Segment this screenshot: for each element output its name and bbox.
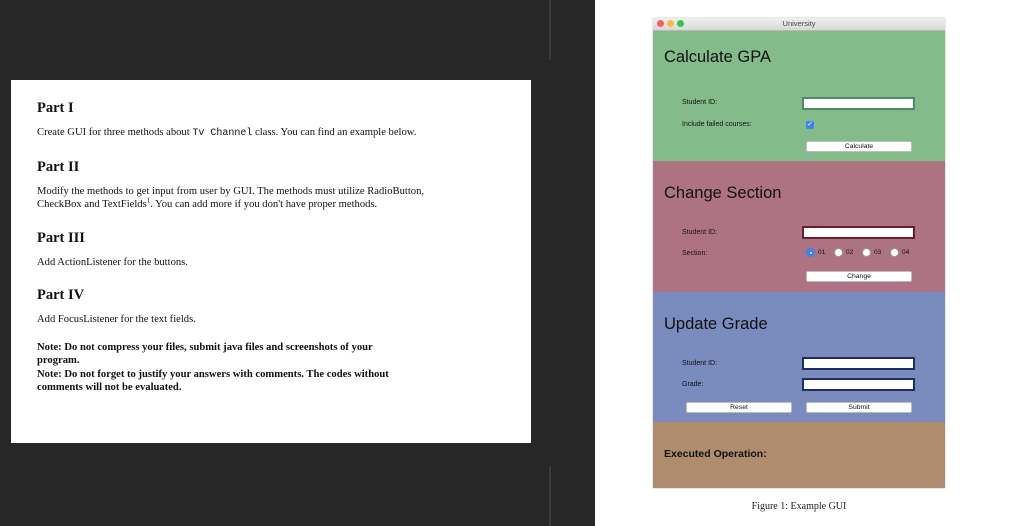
- part4-text: Add FocusListener for the text fields.: [37, 314, 196, 325]
- footnote-marker: 1: [146, 196, 151, 205]
- radio-selected-icon[interactable]: [806, 248, 815, 257]
- figure-caption: Figure 1: Example GUI: [751, 501, 847, 512]
- viewer-divider: [549, 466, 551, 526]
- executed-operation-panel: [653, 422, 945, 488]
- radio-unselected-icon[interactable]: [834, 248, 843, 257]
- part4-heading: Part IV: [37, 287, 85, 303]
- change-button[interactable]: Change: [806, 271, 912, 282]
- window-title-bar[interactable]: [653, 18, 945, 31]
- part1-text-a: Create GUI for three methods about: [37, 127, 193, 138]
- section-student-id-input[interactable]: [802, 226, 915, 239]
- radio-label: 01: [818, 249, 826, 256]
- window-title: University: [782, 19, 816, 28]
- part2-heading: Part II: [37, 158, 80, 175]
- part1-text: [37, 126, 505, 141]
- update-grade-panel: [653, 292, 945, 422]
- include-failed-checkbox[interactable]: ✓: [807, 121, 813, 128]
- note-2: [37, 368, 505, 395]
- part1-code: Tv Channel: [192, 128, 253, 139]
- calculate-gpa-panel: [653, 31, 945, 161]
- gpa-student-id-label: Student ID:: [682, 99, 718, 106]
- radio-label: 04: [902, 249, 910, 256]
- part2-line2b: . You can add more if you don't have proper methods.: [150, 199, 378, 210]
- section-student-id-label: Student ID:: [682, 229, 718, 236]
- radio-label: 02: [846, 249, 854, 256]
- part2-line1: Modify the methods to get input from user by GUI. The methods must utilize RadioButton,: [37, 185, 425, 197]
- calculate-gpa-title: Calculate GPA: [664, 48, 771, 66]
- document-page: [11, 80, 531, 443]
- submit-button[interactable]: Submit: [806, 402, 912, 413]
- note2-line1: Note: Do not forget to justify your answers with comments. The codes without: [37, 368, 389, 380]
- change-section-title: Change Section: [664, 184, 782, 202]
- part3-heading: Part III: [37, 229, 85, 246]
- part1-heading: Part I: [37, 100, 74, 116]
- section-label: Section:: [682, 250, 708, 257]
- part3-text: Add ActionListener for the buttons.: [37, 256, 188, 268]
- radio-label: 03: [874, 249, 882, 256]
- gpa-student-id-input[interactable]: [802, 97, 915, 110]
- executed-operation-label: Executed Operation:: [664, 448, 767, 460]
- radio-unselected-icon[interactable]: [890, 248, 899, 257]
- calculate-button[interactable]: Calculate: [806, 141, 912, 152]
- part1-text-b: class. You can find an example below.: [252, 127, 417, 138]
- part2-text: [37, 185, 505, 212]
- grade-input[interactable]: [802, 378, 915, 391]
- grade-label: Grade:: [682, 381, 704, 388]
- grade-student-id-input[interactable]: [802, 357, 915, 370]
- include-failed-label: Include failed courses:: [682, 121, 752, 128]
- note2-line2: comments will not be evaluated.: [37, 382, 182, 393]
- part2-line2a: CheckBox and TextFields: [37, 199, 147, 210]
- reset-button[interactable]: Reset: [686, 402, 792, 413]
- radio-unselected-icon[interactable]: [862, 248, 871, 257]
- grade-student-id-label: Student ID:: [682, 360, 718, 367]
- note-1: [37, 341, 505, 368]
- update-grade-title: Update Grade: [664, 315, 768, 333]
- note1-line1: Note: Do not compress your files, submit java files and screenshots of your: [37, 341, 373, 353]
- note1-line2: program.: [37, 355, 80, 366]
- change-section-panel: [653, 161, 945, 292]
- university-window: [653, 18, 945, 488]
- viewer-divider: [549, 0, 551, 60]
- notes-block: [37, 341, 505, 395]
